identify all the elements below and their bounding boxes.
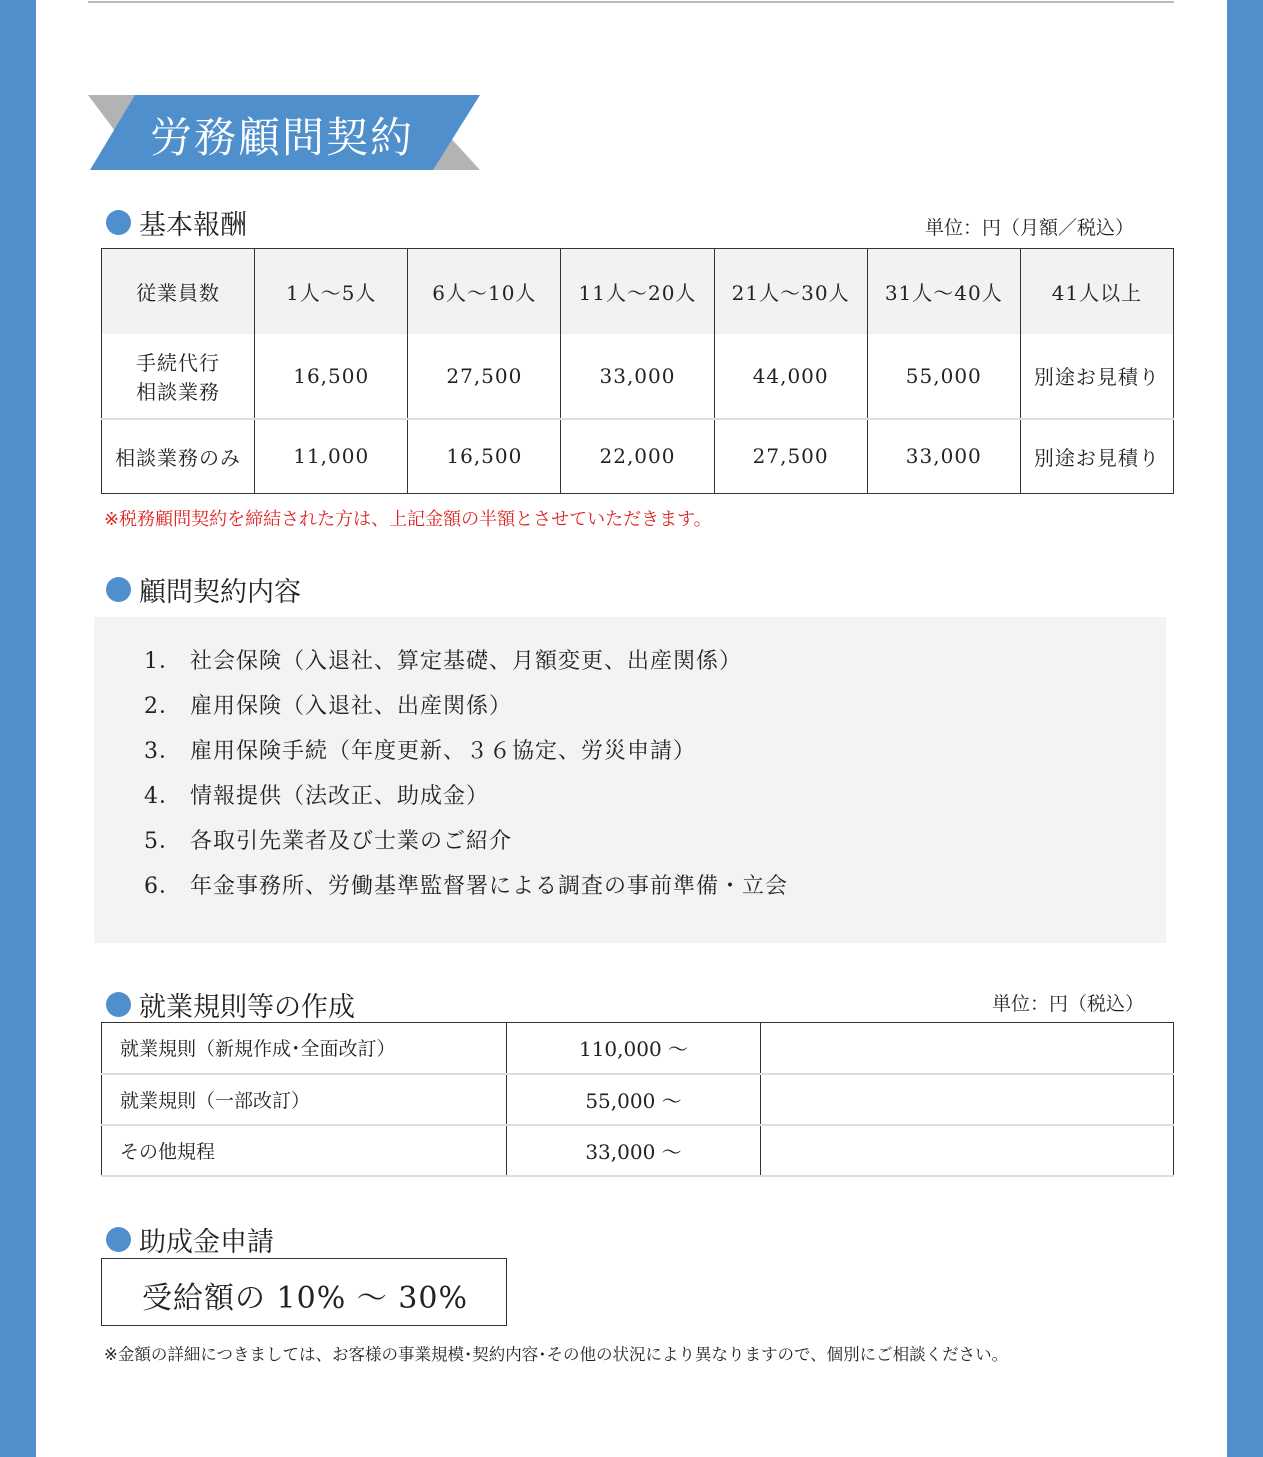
header-cell: 1人～5人	[255, 249, 408, 334]
cell: 別途お見積り	[1020, 419, 1173, 494]
footnote: ※金額の詳細につきましては、お客様の事業規模･契約内容･その他の状況により異なりますので、個別にご相談ください。	[104, 1345, 1009, 1364]
bullet-icon	[106, 577, 131, 602]
cell: 11,000	[255, 419, 408, 494]
header-cell: 41人以上	[1020, 249, 1173, 334]
left-border	[0, 0, 36, 1457]
cell: 就業規則（一部改訂）	[102, 1074, 507, 1125]
section-heading-subsidy	[106, 1220, 274, 1259]
cell: その他規程	[102, 1125, 507, 1176]
table-row	[102, 334, 1174, 419]
label-line: 相談業務	[136, 379, 221, 404]
row-label: 相談業務のみ	[102, 419, 255, 494]
cell: 110,000 ～	[507, 1023, 761, 1074]
table-row	[102, 1074, 1174, 1125]
unit-label: 単位：円（月額／税込）	[925, 217, 1135, 239]
header-cell: 11人～20人	[561, 249, 714, 334]
heading-text: 助成金申請	[139, 1227, 274, 1258]
table-row	[102, 1125, 1174, 1176]
table-header-row	[102, 249, 1174, 334]
header-cell: 31人～40人	[867, 249, 1020, 334]
cell: 33,000	[867, 419, 1020, 494]
cell: 22,000	[561, 419, 714, 494]
cell: 別途お見積り	[1020, 334, 1173, 419]
header-cell: 21人～30人	[714, 249, 867, 334]
header-cell: 6人～10人	[408, 249, 561, 334]
section-heading-contents	[106, 570, 301, 609]
unit-label: 単位：円（税込）	[992, 993, 1145, 1015]
label-line: 手続代行	[136, 350, 221, 375]
list-item: 1． 社会保険（入退社、算定基礎、月額変更、出産関係）	[144, 649, 742, 674]
basic-fee-table	[101, 248, 1174, 494]
bullet-icon	[106, 992, 131, 1017]
cell: 33,000 ～	[507, 1125, 761, 1176]
table-row	[102, 419, 1174, 494]
empty-cell	[761, 1125, 1174, 1176]
row-label	[102, 334, 255, 419]
right-border	[1227, 0, 1263, 1457]
list-item: 3． 雇用保険手続（年度更新、３６協定、労災申請）	[144, 739, 696, 764]
heading-text: 顧問契約内容	[139, 577, 301, 608]
empty-cell	[761, 1074, 1174, 1125]
empty-cell	[761, 1023, 1174, 1074]
cell: 16,500	[408, 419, 561, 494]
contents-list	[94, 617, 1166, 943]
title-banner	[88, 95, 480, 170]
list-item: 6． 年金事務所、労働基準監督署による調査の事前準備・立会	[144, 874, 788, 899]
cell: 16,500	[255, 334, 408, 419]
list-item: 2． 雇用保険（入退社、出産関係）	[144, 694, 512, 719]
cell: 27,500	[408, 334, 561, 419]
heading-text: 基本報酬	[139, 210, 247, 241]
cell: 55,000 ～	[507, 1074, 761, 1125]
cell: 27,500	[714, 419, 867, 494]
subsidy-value: 受給額の 10% ～ 30%	[101, 1258, 507, 1326]
table-row	[102, 1023, 1174, 1074]
section-heading-rules	[106, 985, 355, 1024]
heading-text: 就業規則等の作成	[139, 992, 355, 1023]
bullet-icon	[106, 1227, 131, 1252]
list-item: 5． 各取引先業者及び士業のご紹介	[144, 829, 512, 854]
page-title: 労務顧問契約	[150, 113, 415, 162]
header-cell: 従業員数	[102, 249, 255, 334]
section-heading-basic	[106, 203, 247, 242]
cell: 44,000	[714, 334, 867, 419]
cell: 55,000	[867, 334, 1020, 419]
list-item: 4． 情報提供（法改正、助成金）	[144, 784, 489, 809]
rules-table	[101, 1022, 1174, 1177]
bullet-icon	[106, 210, 131, 235]
cell: 就業規則（新規作成･全面改訂）	[102, 1023, 507, 1074]
cell: 33,000	[561, 334, 714, 419]
tax-note: ※税務顧問契約を締結された方は、上記金額の半額とさせていただきます。	[104, 509, 712, 530]
divider	[88, 1, 1174, 3]
